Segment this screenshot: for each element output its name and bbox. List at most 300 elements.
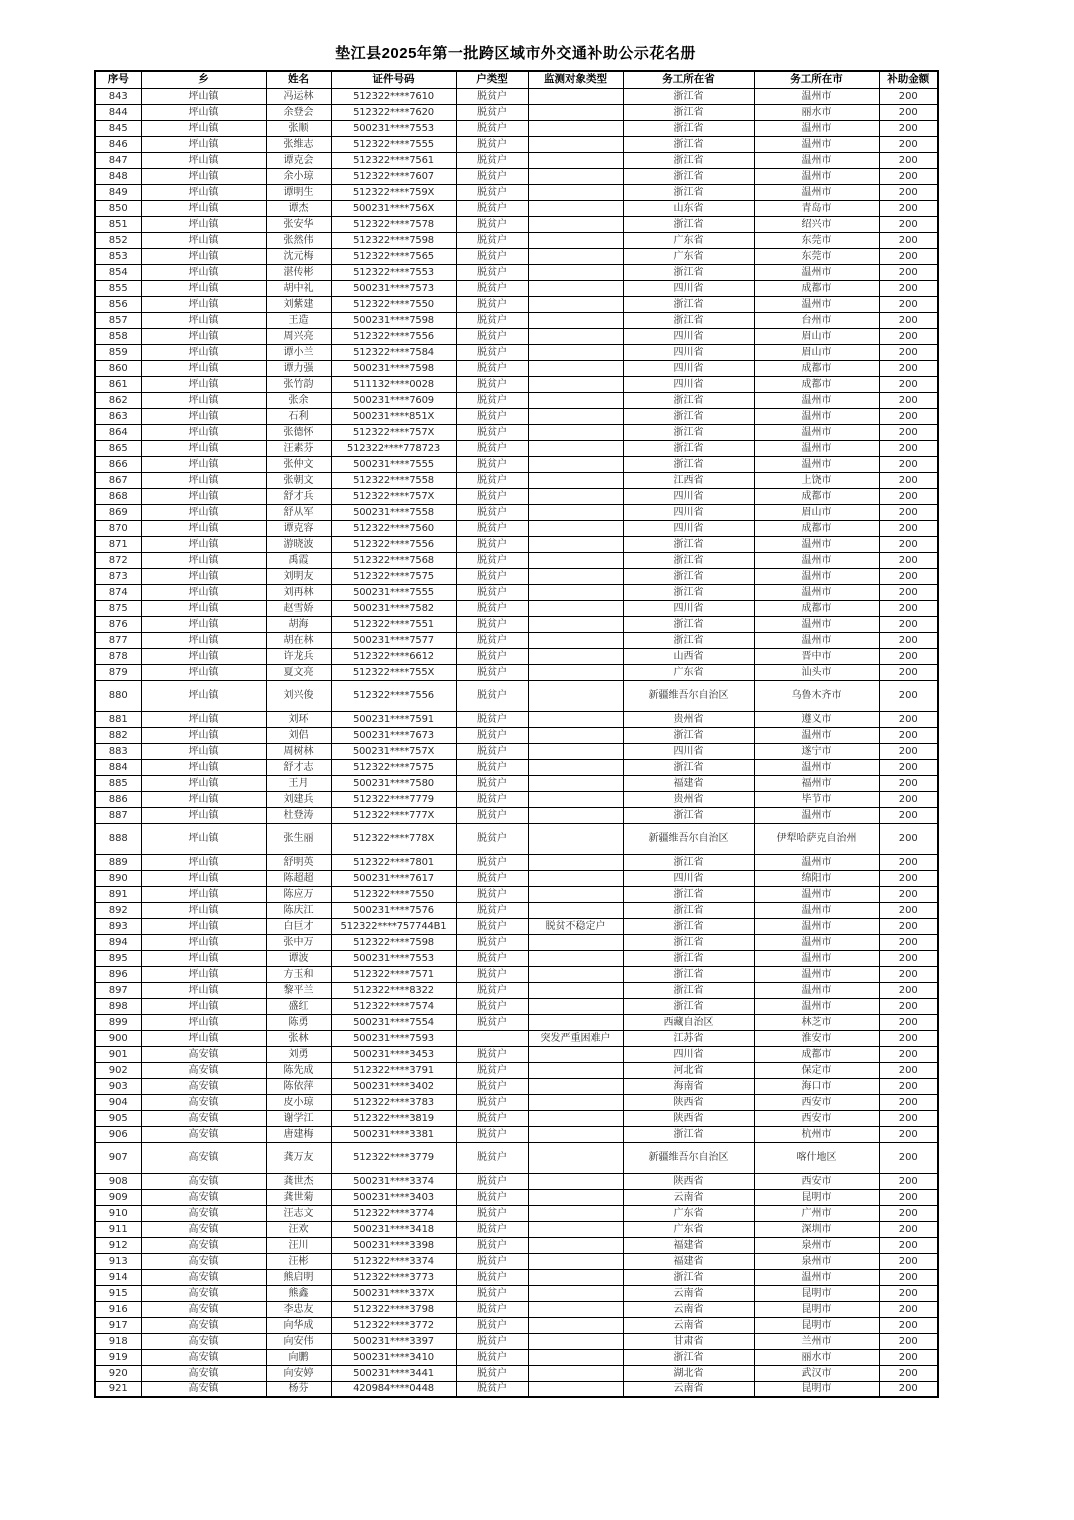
cell-name: 张生丽: [266, 823, 331, 854]
cell-monitor-type: [528, 934, 623, 950]
cell-subsidy-amount: 200: [879, 440, 938, 456]
cell-id-number: 512322****3374: [331, 1253, 456, 1269]
cell-household-type: 脱贫户: [456, 1381, 528, 1397]
cell-serial: 915: [95, 1285, 141, 1301]
cell-id-number: 500231****3374: [331, 1173, 456, 1189]
cell-household-type: 脱贫户: [456, 488, 528, 504]
cell-serial: 862: [95, 392, 141, 408]
cell-subsidy-amount: 200: [879, 648, 938, 664]
table-row: [95, 1221, 938, 1237]
cell-work-province: 浙江省: [623, 424, 754, 440]
cell-name: 周兴亮: [266, 328, 331, 344]
cell-township: 高安镇: [141, 1237, 266, 1253]
cell-township: 高安镇: [141, 1173, 266, 1189]
cell-township: 坪山镇: [141, 376, 266, 392]
cell-work-province: 浙江省: [623, 632, 754, 648]
cell-township: 坪山镇: [141, 568, 266, 584]
cell-township: 坪山镇: [141, 424, 266, 440]
cell-township: 坪山镇: [141, 775, 266, 791]
cell-household-type: 脱贫户: [456, 998, 528, 1014]
cell-household-type: 脱贫户: [456, 392, 528, 408]
table-row: [95, 1237, 938, 1253]
cell-serial: 912: [95, 1237, 141, 1253]
table-row: [95, 184, 938, 200]
cell-work-city: 福州市: [754, 775, 879, 791]
cell-township: 高安镇: [141, 1317, 266, 1333]
cell-serial: 851: [95, 216, 141, 232]
table-row: [95, 136, 938, 152]
cell-serial: 877: [95, 632, 141, 648]
cell-name: 许龙兵: [266, 648, 331, 664]
table-row: [95, 711, 938, 727]
cell-work-province: 江苏省: [623, 1030, 754, 1046]
cell-work-city: 温州市: [754, 296, 879, 312]
cell-serial: 873: [95, 568, 141, 584]
cell-id-number: 512322****7598: [331, 232, 456, 248]
table-row: [95, 88, 938, 104]
cell-monitor-type: [528, 280, 623, 296]
cell-name: 舒才兵: [266, 488, 331, 504]
cell-id-number: 512322****7598: [331, 934, 456, 950]
cell-serial: 902: [95, 1062, 141, 1078]
cell-name: 张维志: [266, 136, 331, 152]
cell-township: 坪山镇: [141, 328, 266, 344]
cell-name: 张顺: [266, 120, 331, 136]
cell-township: 坪山镇: [141, 360, 266, 376]
cell-work-province: 云南省: [623, 1189, 754, 1205]
cell-township: 坪山镇: [141, 520, 266, 536]
cell-id-number: 512322****3819: [331, 1110, 456, 1126]
cell-work-province: 云南省: [623, 1285, 754, 1301]
cell-work-city: 温州市: [754, 152, 879, 168]
cell-serial: 921: [95, 1381, 141, 1397]
cell-work-city: 温州市: [754, 854, 879, 870]
cell-name: 张仲文: [266, 456, 331, 472]
cell-work-province: 浙江省: [623, 1269, 754, 1285]
cell-work-province: 云南省: [623, 1381, 754, 1397]
cell-work-city: 海口市: [754, 1078, 879, 1094]
table-row: [95, 296, 938, 312]
table-row: [95, 1189, 938, 1205]
cell-name: 陈超超: [266, 870, 331, 886]
cell-name: 禹霞: [266, 552, 331, 568]
cell-household-type: 脱贫户: [456, 616, 528, 632]
cell-work-city: 西安市: [754, 1173, 879, 1189]
table-row: [95, 982, 938, 998]
cell-serial: 908: [95, 1173, 141, 1189]
cell-household-type: 脱贫户: [456, 568, 528, 584]
cell-household-type: 脱贫户: [456, 1126, 528, 1142]
cell-work-city: 温州市: [754, 440, 879, 456]
cell-serial: 916: [95, 1301, 141, 1317]
cell-work-province: 海南省: [623, 1078, 754, 1094]
cell-id-number: 500231****7553: [331, 950, 456, 966]
cell-monitor-type: [528, 1333, 623, 1349]
cell-name: 谭克会: [266, 152, 331, 168]
cell-serial: 892: [95, 902, 141, 918]
cell-township: 坪山镇: [141, 152, 266, 168]
cell-household-type: 脱贫户: [456, 1078, 528, 1094]
cell-township: 坪山镇: [141, 440, 266, 456]
cell-name: 张中万: [266, 934, 331, 950]
cell-name: 李忠友: [266, 1301, 331, 1317]
cell-monitor-type: [528, 854, 623, 870]
cell-household-type: 脱贫户: [456, 232, 528, 248]
cell-work-province: 浙江省: [623, 998, 754, 1014]
cell-work-province: 四川省: [623, 280, 754, 296]
table-row: [95, 1365, 938, 1381]
cell-work-city: 温州市: [754, 536, 879, 552]
cell-township: 坪山镇: [141, 216, 266, 232]
cell-name: 石利: [266, 408, 331, 424]
table-row: [95, 568, 938, 584]
table-row: [95, 360, 938, 376]
cell-monitor-type: [528, 1142, 623, 1173]
cell-household-type: 脱贫户: [456, 472, 528, 488]
cell-work-province: 江西省: [623, 472, 754, 488]
cell-subsidy-amount: 200: [879, 152, 938, 168]
cell-monitor-type: [528, 823, 623, 854]
cell-monitor-type: [528, 1285, 623, 1301]
cell-monitor-type: [528, 360, 623, 376]
cell-name: 熊鑫: [266, 1285, 331, 1301]
table-row: [95, 1333, 938, 1349]
cell-id-number: 512322****7607: [331, 168, 456, 184]
cell-township: 坪山镇: [141, 472, 266, 488]
cell-monitor-type: [528, 296, 623, 312]
cell-household-type: 脱贫户: [456, 312, 528, 328]
cell-household-type: 脱贫户: [456, 1221, 528, 1237]
table-row: [95, 280, 938, 296]
cell-township: 高安镇: [141, 1333, 266, 1349]
cell-name: 汪彬: [266, 1253, 331, 1269]
cell-subsidy-amount: 200: [879, 1253, 938, 1269]
cell-monitor-type: [528, 632, 623, 648]
cell-work-city: 深圳市: [754, 1221, 879, 1237]
cell-name: 舒从军: [266, 504, 331, 520]
cell-township: 坪山镇: [141, 344, 266, 360]
cell-name: 龚世杰: [266, 1173, 331, 1189]
cell-household-type: 脱贫户: [456, 376, 528, 392]
cell-work-province: 四川省: [623, 600, 754, 616]
cell-name: 刘侣: [266, 727, 331, 743]
cell-subsidy-amount: 200: [879, 1301, 938, 1317]
cell-work-province: 浙江省: [623, 918, 754, 934]
cell-work-province: 广东省: [623, 1205, 754, 1221]
cell-work-city: 温州市: [754, 998, 879, 1014]
cell-household-type: 脱贫户: [456, 552, 528, 568]
cell-subsidy-amount: 200: [879, 504, 938, 520]
cell-id-number: 512322****3783: [331, 1094, 456, 1110]
cell-monitor-type: [528, 1381, 623, 1397]
cell-work-province: 广东省: [623, 248, 754, 264]
cell-serial: 910: [95, 1205, 141, 1221]
cell-household-type: 脱贫户: [456, 680, 528, 711]
cell-name: 皮小琼: [266, 1094, 331, 1110]
cell-name: 冯运林: [266, 88, 331, 104]
table-row: [95, 1173, 938, 1189]
cell-work-city: 温州市: [754, 584, 879, 600]
cell-id-number: 512322****759X: [331, 184, 456, 200]
cell-subsidy-amount: 200: [879, 1269, 938, 1285]
cell-subsidy-amount: 200: [879, 1381, 938, 1397]
cell-id-number: 500231****7558: [331, 504, 456, 520]
cell-township: 坪山镇: [141, 408, 266, 424]
cell-township: 高安镇: [141, 1126, 266, 1142]
cell-name: 周树林: [266, 743, 331, 759]
cell-work-province: 浙江省: [623, 886, 754, 902]
cell-work-city: 乌鲁木齐市: [754, 680, 879, 711]
cell-monitor-type: [528, 1317, 623, 1333]
cell-serial: 863: [95, 408, 141, 424]
cell-name: 熊启明: [266, 1269, 331, 1285]
cell-township: 坪山镇: [141, 232, 266, 248]
cell-subsidy-amount: 200: [879, 807, 938, 823]
cell-township: 坪山镇: [141, 759, 266, 775]
cell-township: 高安镇: [141, 1094, 266, 1110]
cell-monitor-type: [528, 998, 623, 1014]
cell-subsidy-amount: 200: [879, 104, 938, 120]
cell-monitor-type: [528, 1078, 623, 1094]
table-row: [95, 552, 938, 568]
table-row: [95, 600, 938, 616]
cell-serial: 857: [95, 312, 141, 328]
table-row: [95, 632, 938, 648]
cell-monitor-type: [528, 1189, 623, 1205]
cell-work-city: 绵阳市: [754, 870, 879, 886]
cell-household-type: 脱贫户: [456, 440, 528, 456]
cell-township: 高安镇: [141, 1110, 266, 1126]
table-row: [95, 344, 938, 360]
cell-serial: 864: [95, 424, 141, 440]
cell-name: 向华成: [266, 1317, 331, 1333]
cell-serial: 868: [95, 488, 141, 504]
table-row: [95, 1142, 938, 1173]
cell-monitor-type: [528, 584, 623, 600]
cell-township: 高安镇: [141, 1349, 266, 1365]
cell-household-type: 脱贫户: [456, 536, 528, 552]
cell-work-city: 上饶市: [754, 472, 879, 488]
cell-household-type: 脱贫户: [456, 1062, 528, 1078]
cell-household-type: 脱贫户: [456, 1269, 528, 1285]
cell-monitor-type: [528, 1221, 623, 1237]
cell-township: 坪山镇: [141, 743, 266, 759]
table-row: [95, 408, 938, 424]
cell-subsidy-amount: 200: [879, 743, 938, 759]
cell-monitor-type: [528, 168, 623, 184]
cell-subsidy-amount: 200: [879, 1285, 938, 1301]
cell-id-number: 512322****757744B1: [331, 918, 456, 934]
cell-name: 胡在林: [266, 632, 331, 648]
cell-work-province: 贵州省: [623, 711, 754, 727]
cell-township: 坪山镇: [141, 886, 266, 902]
table-row: [95, 392, 938, 408]
cell-subsidy-amount: 200: [879, 1333, 938, 1349]
cell-serial: 898: [95, 998, 141, 1014]
cell-name: 谢学江: [266, 1110, 331, 1126]
cell-household-type: 脱贫户: [456, 1365, 528, 1381]
cell-township: 高安镇: [141, 1269, 266, 1285]
cell-household-type: 脱贫户: [456, 504, 528, 520]
cell-name: 谭波: [266, 950, 331, 966]
cell-work-province: 浙江省: [623, 966, 754, 982]
cell-work-city: 眉山市: [754, 344, 879, 360]
cell-work-city: 遂宁市: [754, 743, 879, 759]
cell-monitor-type: [528, 791, 623, 807]
cell-monitor-type: [528, 1062, 623, 1078]
cell-subsidy-amount: 200: [879, 934, 938, 950]
table-header: [95, 71, 938, 88]
cell-work-province: 浙江省: [623, 296, 754, 312]
cell-work-province: 广东省: [623, 232, 754, 248]
cell-township: 高安镇: [141, 1301, 266, 1317]
table-row: [95, 232, 938, 248]
cell-work-city: 毕节市: [754, 791, 879, 807]
cell-household-type: 脱贫户: [456, 584, 528, 600]
cell-subsidy-amount: 200: [879, 584, 938, 600]
cell-township: 坪山镇: [141, 823, 266, 854]
table-row: [95, 584, 938, 600]
cell-monitor-type: [528, 264, 623, 280]
cell-serial: 856: [95, 296, 141, 312]
cell-township: 坪山镇: [141, 600, 266, 616]
cell-work-city: 东莞市: [754, 232, 879, 248]
cell-township: 坪山镇: [141, 264, 266, 280]
cell-monitor-type: [528, 136, 623, 152]
cell-work-province: 浙江省: [623, 88, 754, 104]
cell-serial: 895: [95, 950, 141, 966]
cell-serial: 907: [95, 1142, 141, 1173]
table-row: [95, 648, 938, 664]
cell-monitor-type: 突发严重困难户: [528, 1030, 623, 1046]
table-row: [95, 791, 938, 807]
cell-work-province: 陕西省: [623, 1173, 754, 1189]
cell-subsidy-amount: 200: [879, 632, 938, 648]
cell-household-type: 脱贫户: [456, 1285, 528, 1301]
cell-work-city: 温州市: [754, 934, 879, 950]
cell-household-type: 脱贫户: [456, 408, 528, 424]
cell-township: 高安镇: [141, 1142, 266, 1173]
cell-id-number: 500231****7617: [331, 870, 456, 886]
cell-serial: 919: [95, 1349, 141, 1365]
cell-serial: 875: [95, 600, 141, 616]
cell-household-type: 脱贫户: [456, 184, 528, 200]
cell-serial: 858: [95, 328, 141, 344]
table-row: [95, 440, 938, 456]
cell-work-province: 新疆维吾尔自治区: [623, 680, 754, 711]
cell-subsidy-amount: 200: [879, 344, 938, 360]
cell-name: 刘再林: [266, 584, 331, 600]
table-row: [95, 807, 938, 823]
cell-work-city: 成都市: [754, 520, 879, 536]
roster-sheet: [94, 42, 937, 1398]
cell-work-city: 温州市: [754, 966, 879, 982]
cell-household-type: 脱贫户: [456, 1014, 528, 1030]
cell-serial: 859: [95, 344, 141, 360]
cell-work-city: 温州市: [754, 568, 879, 584]
cell-id-number: 512322****3774: [331, 1205, 456, 1221]
cell-work-province: 浙江省: [623, 854, 754, 870]
table-row: [95, 1381, 938, 1397]
cell-work-city: 泉州市: [754, 1237, 879, 1253]
cell-serial: 852: [95, 232, 141, 248]
cell-work-province: 福建省: [623, 1237, 754, 1253]
cell-id-number: 512322****757X: [331, 424, 456, 440]
cell-subsidy-amount: 200: [879, 568, 938, 584]
cell-work-city: 林芝市: [754, 1014, 879, 1030]
cell-subsidy-amount: 200: [879, 1126, 938, 1142]
cell-township: 坪山镇: [141, 248, 266, 264]
cell-household-type: 脱贫户: [456, 328, 528, 344]
cell-monitor-type: [528, 328, 623, 344]
cell-serial: 888: [95, 823, 141, 854]
cell-id-number: 512322****8322: [331, 982, 456, 998]
cell-name: 张德怀: [266, 424, 331, 440]
cell-work-province: 湖北省: [623, 1365, 754, 1381]
cell-household-type: 脱贫户: [456, 1173, 528, 1189]
table-row: [95, 152, 938, 168]
cell-monitor-type: [528, 1205, 623, 1221]
cell-id-number: 512322****757X: [331, 488, 456, 504]
cell-serial: 847: [95, 152, 141, 168]
cell-name: 赵雪娇: [266, 600, 331, 616]
cell-township: 坪山镇: [141, 488, 266, 504]
cell-subsidy-amount: 200: [879, 600, 938, 616]
table-row: [95, 1046, 938, 1062]
cell-id-number: 500231****3441: [331, 1365, 456, 1381]
cell-work-province: 山西省: [623, 648, 754, 664]
cell-name: 龚万友: [266, 1142, 331, 1173]
cell-subsidy-amount: 200: [879, 408, 938, 424]
cell-work-province: 陕西省: [623, 1094, 754, 1110]
cell-township: 坪山镇: [141, 966, 266, 982]
cell-name: 谭杰: [266, 200, 331, 216]
cell-id-number: 500231****337X: [331, 1285, 456, 1301]
cell-household-type: 脱贫户: [456, 823, 528, 854]
table-row: [95, 934, 938, 950]
cell-id-number: 500231****7593: [331, 1030, 456, 1046]
cell-household-type: 脱贫户: [456, 1205, 528, 1221]
cell-name: 舒才志: [266, 759, 331, 775]
cell-township: 坪山镇: [141, 280, 266, 296]
cell-household-type: 脱贫户: [456, 200, 528, 216]
cell-name: 汪素芬: [266, 440, 331, 456]
cell-monitor-type: [528, 392, 623, 408]
cell-serial: 848: [95, 168, 141, 184]
cell-subsidy-amount: 200: [879, 392, 938, 408]
cell-work-province: 浙江省: [623, 568, 754, 584]
cell-monitor-type: [528, 680, 623, 711]
cell-serial: 906: [95, 1126, 141, 1142]
cell-id-number: 512322****778X: [331, 823, 456, 854]
cell-township: 坪山镇: [141, 552, 266, 568]
cell-id-number: 500231****3398: [331, 1237, 456, 1253]
cell-household-type: 脱贫户: [456, 456, 528, 472]
cell-household-type: 脱贫户: [456, 1253, 528, 1269]
cell-subsidy-amount: 200: [879, 886, 938, 902]
cell-name: 谭力强: [266, 360, 331, 376]
cell-monitor-type: [528, 727, 623, 743]
cell-name: 张然伟: [266, 232, 331, 248]
cell-work-city: 温州市: [754, 807, 879, 823]
cell-subsidy-amount: 200: [879, 918, 938, 934]
cell-work-province: 浙江省: [623, 456, 754, 472]
cell-subsidy-amount: 200: [879, 1189, 938, 1205]
cell-name: 向安伟: [266, 1333, 331, 1349]
cell-name: 舒明英: [266, 854, 331, 870]
cell-subsidy-amount: 200: [879, 1349, 938, 1365]
cell-work-province: 浙江省: [623, 616, 754, 632]
